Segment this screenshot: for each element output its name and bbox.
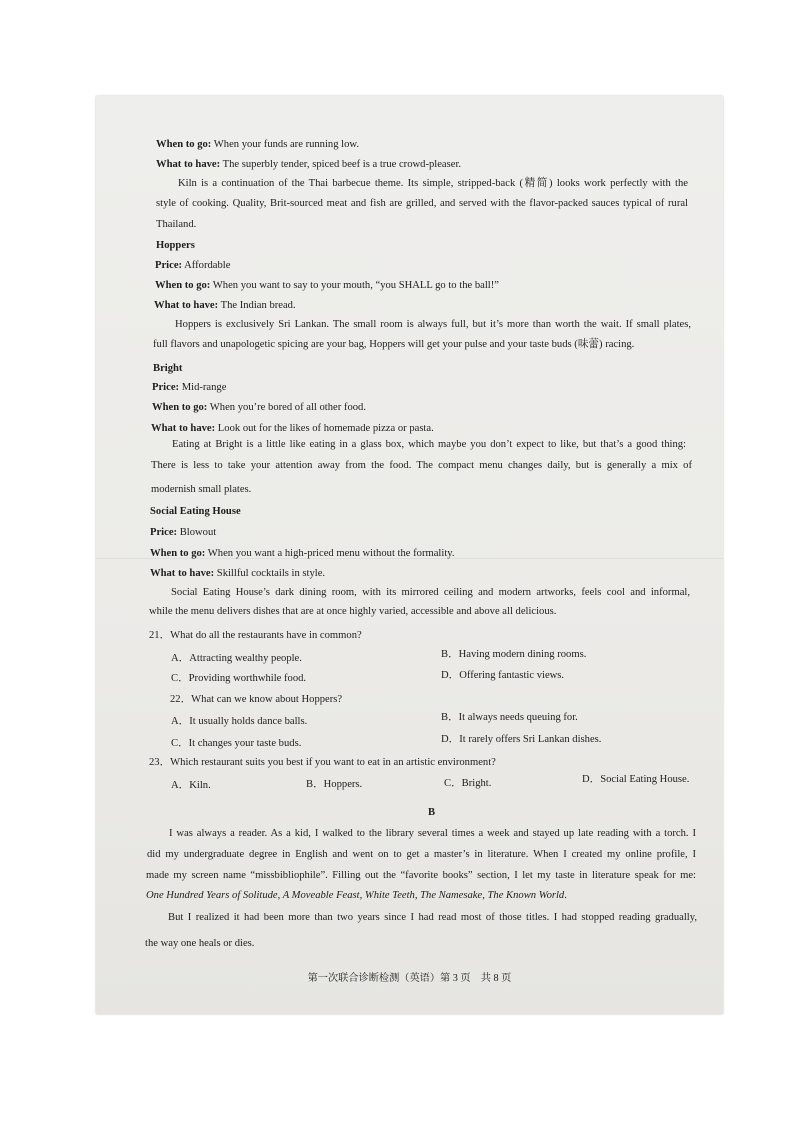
bright-para-line: Eating at Bright is a little like eating in a glass box, which maybe you don’t expect to like, but that’s a good thing: (172, 439, 686, 450)
seh-when (150, 547, 455, 560)
what-label: What to have: (156, 159, 221, 170)
when-label: When to go: (150, 548, 206, 559)
price-text: Blowout (177, 527, 217, 538)
kiln-para-line: Kiln is a continuation of the Thai barbecue theme. Its simple, stripped-back (精简) looks work perfectly with the (178, 178, 688, 189)
when-text: When you’re bored of all other food. (207, 402, 366, 413)
option-b: B．Hoppers. (306, 779, 363, 790)
what-text: Skillful cocktails in style. (214, 568, 326, 579)
passage-line: I was always a reader. As a kid, I walked to the library several times a week and stayed up late reading with a torch. I (169, 828, 696, 839)
seh-price (150, 526, 216, 539)
passage-line: made my screen name “missbibliophile”. Filling out the “favorite books” section, I let my taste in literature speak for me: (146, 870, 696, 881)
option-b: B．Having modern dining rooms. (441, 649, 587, 660)
bright-when (152, 401, 366, 414)
kiln-para-line: Thailand. (156, 219, 197, 230)
hoppers-what (154, 299, 296, 312)
option-a: A．It usually holds dance balls. (171, 716, 308, 727)
hoppers-para-line: full flavors and unapologetic spicing are your bag, Hoppers will get your pulse and your taste buds (味蕾) racing. (153, 339, 635, 350)
kiln-when (156, 138, 359, 151)
what-text: The Indian bread. (218, 300, 296, 311)
option-c: C．Providing worthwhile food. (171, 673, 307, 684)
seh-para-line: Social Eating House’s dark dining room, with its mirrored ceiling and modern artworks, feels cool and informal, (171, 587, 690, 598)
bright-what (151, 422, 434, 435)
option-c: C．Bright. (444, 778, 492, 789)
when-label: When to go: (152, 402, 208, 413)
hoppers-heading: Hoppers (156, 240, 195, 251)
section-b-heading: B (428, 807, 436, 818)
seh-para-line: while the menu delivers dishes that are at once highly varied, accessible and above all delicious. (149, 606, 557, 617)
what-label: What to have: (150, 568, 215, 579)
when-text: When your funds are running low. (211, 139, 360, 150)
when-text: When you want to say to your mouth, “you SHALL go to the ball!” (210, 280, 499, 291)
bright-para-line: modernish small plates. (151, 484, 252, 495)
bright-para-line: There is less to take your attention away from the food. The compact menu changes daily, but is generally a mix of (151, 460, 692, 471)
option-d: D．Social Eating House. (582, 774, 690, 785)
option-c: C．It changes your taste buds. (171, 738, 302, 749)
option-d: D．It rarely offers Sri Lankan dishes. (441, 734, 602, 745)
book-titles: One Hundred Years of Solitude, A Moveable Feast, White Teeth, The Namesake, The Known World (146, 890, 565, 901)
question-stem: 22．What can we know about Hoppers? (170, 694, 343, 705)
seh-what (150, 567, 325, 580)
option-b: B．It always needs queuing for. (441, 712, 578, 723)
hoppers-para-line: Hoppers is exclusively Sri Lankan. The small room is always full, but it’s more than worth the wait. If small plates, (175, 319, 691, 330)
kiln-what (156, 158, 461, 171)
kiln-para-line: style of cooking. Quality, Brit-sourced meat and fish are grilled, and served with the flavor-packed sauces typical of rural (156, 198, 688, 209)
bright-heading: Bright (153, 363, 183, 374)
price-label: Price: (150, 527, 178, 538)
what-label: What to have: (151, 423, 216, 434)
what-label: What to have: (154, 300, 219, 311)
passage-line: the way one heals or dies. (145, 938, 255, 949)
price-label: Price: (152, 382, 180, 393)
period: . (564, 890, 567, 901)
passage-line: But I realized it had been more than two years since I had read most of those titles. I had stopped reading gradually, (168, 912, 697, 923)
what-text: The superbly tender, spiced beef is a true crowd-pleaser. (220, 159, 462, 170)
seh-heading: Social Eating House (150, 506, 241, 517)
option-a: A．Kiln. (171, 780, 211, 791)
hoppers-price (155, 259, 230, 272)
passage-line (146, 889, 567, 902)
passage-line: did my undergraduate degree in English and went on to get a master’s in literature. When I created my online profile, I (147, 849, 696, 860)
when-text: When you want a high-priced menu without the formality. (205, 548, 455, 559)
option-d: D．Offering fantastic views. (441, 670, 565, 681)
what-text: Look out for the likes of homemade pizza or pasta. (215, 423, 434, 434)
hoppers-when (155, 279, 499, 292)
page-footer: 第一次联合诊断检测（英语）第 3 页 共 8 页 (307, 973, 512, 984)
exam-page (96, 96, 723, 1014)
bright-price (152, 381, 226, 394)
question-stem: 23．Which restaurant suits you best if you want to eat in an artistic environment? (149, 757, 496, 768)
price-label: Price: (155, 260, 183, 271)
question-stem: 21．What do all the restaurants have in common? (149, 630, 362, 641)
when-label: When to go: (156, 139, 212, 150)
price-text: Affordable (182, 260, 231, 271)
when-label: When to go: (155, 280, 211, 291)
option-a: A．Attracting wealthy people. (171, 653, 302, 664)
price-text: Mid-range (179, 382, 227, 393)
